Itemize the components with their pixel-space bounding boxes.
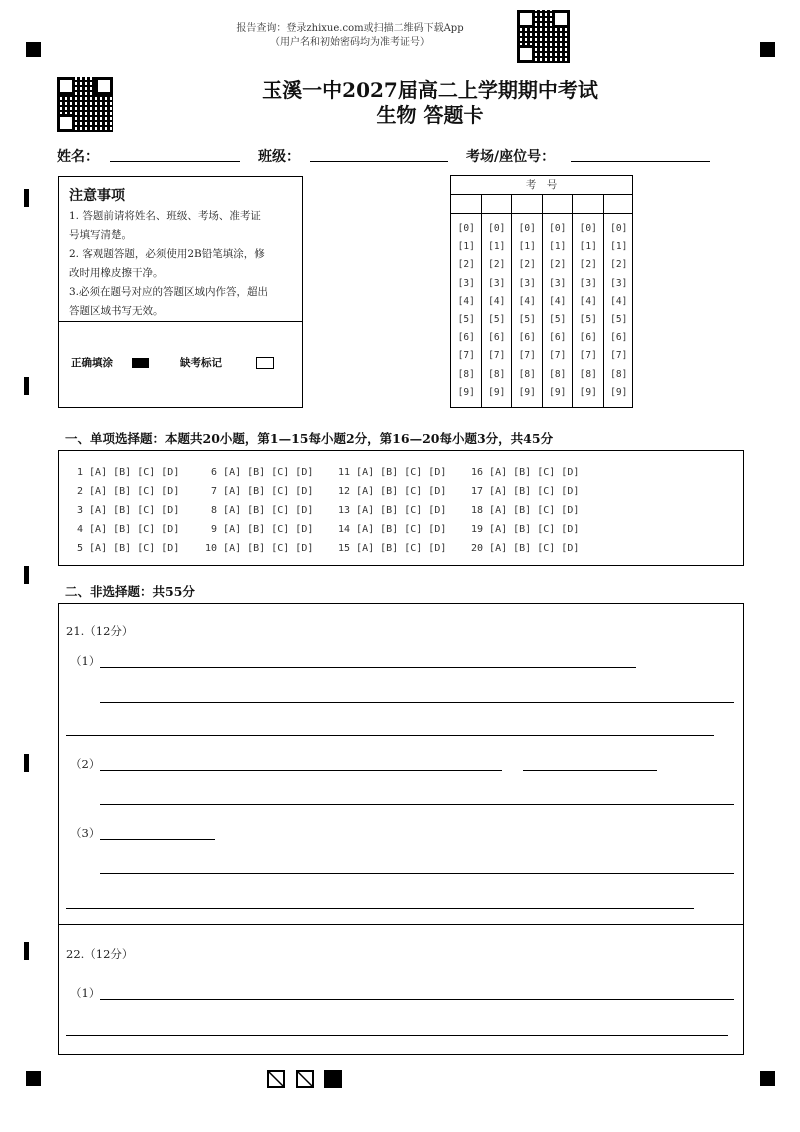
exam-id-digit-bubble[interactable]: [0] bbox=[579, 223, 597, 234]
registration-mark-bottom-left bbox=[26, 1071, 41, 1086]
notes-line: 号填写清楚。 bbox=[69, 229, 132, 241]
q21-label: 21.（12分） bbox=[66, 624, 134, 638]
exam-id-digit-bubble[interactable]: [7] bbox=[579, 350, 597, 362]
exam-id-header: 考 号 bbox=[525, 179, 558, 191]
q21-q22-divider bbox=[59, 924, 743, 925]
mc-question-row[interactable]: 4 [A] [B] [C] [D] bbox=[77, 524, 180, 535]
mc-column-4 bbox=[471, 463, 579, 558]
exam-id-digit-bubble[interactable]: [6] bbox=[488, 332, 506, 344]
exam-id-digit-bubble[interactable]: [1] bbox=[579, 241, 597, 253]
absent-mark-box[interactable] bbox=[256, 357, 274, 369]
exam-id-digit-bubble[interactable]: [9] bbox=[457, 386, 475, 398]
section2-box bbox=[58, 603, 744, 1055]
exam-id-digit-bubble[interactable]: [0] bbox=[457, 223, 475, 234]
exam-id-digit-bubble[interactable]: [5] bbox=[579, 314, 597, 326]
exam-id-digit-bubble[interactable]: [5] bbox=[457, 314, 475, 326]
exam-id-digit-bubble[interactable]: [3] bbox=[457, 277, 475, 289]
report-line-1: 报告查询：登录zhixue.com或扫描二维码下载App bbox=[236, 23, 464, 34]
mc-question-row[interactable]: 14 [A] [B] [C] [D] bbox=[338, 524, 447, 535]
exam-id-digit-bubble[interactable]: [0] bbox=[518, 223, 536, 234]
exam-id-grid bbox=[450, 175, 633, 408]
exam-id-digit-bubble[interactable]: [9] bbox=[610, 386, 628, 398]
registration-mark-top-right bbox=[760, 42, 775, 57]
q21-part3-answer-line[interactable] bbox=[100, 839, 215, 840]
section1-title: 一、单项选择题：本题共20小题，第1—15每小题2分，第16—20每小题3分，共45分 bbox=[65, 431, 554, 446]
q21-part3-answer-line[interactable] bbox=[66, 908, 694, 909]
notes-line: 改时用橡皮擦干净。 bbox=[69, 267, 164, 279]
exam-subtitle: 生物 答题卡 bbox=[376, 103, 484, 127]
mc-question-row[interactable]: 16 [A] [B] [C] [D] bbox=[471, 467, 580, 478]
exam-id-digit-bubble[interactable]: [8] bbox=[610, 368, 628, 380]
notes-list bbox=[69, 207, 297, 321]
exam-id-digit-bubble[interactable]: [1] bbox=[610, 241, 628, 253]
notes-line: 1. 答题前请将姓名、班级、考场、准考证 bbox=[69, 210, 261, 222]
mc-question-row[interactable]: 7 [A] [B] [C] [D] bbox=[211, 486, 314, 497]
exam-id-digit-bubble[interactable]: [1] bbox=[549, 241, 567, 253]
exam-id-digit-bubble[interactable]: [8] bbox=[579, 368, 597, 380]
mc-column-2 bbox=[205, 463, 313, 558]
exam-id-digit-bubble[interactable]: [4] bbox=[610, 295, 628, 307]
q21-part1-label: （1） bbox=[70, 654, 101, 668]
mc-question-row[interactable]: 17 [A] [B] [C] [D] bbox=[471, 486, 580, 497]
mc-question-row[interactable]: 11 [A] [B] [C] [D] bbox=[338, 467, 447, 478]
page-mark-crossed-box bbox=[267, 1070, 285, 1088]
correct-fill-label: 正确填涂 bbox=[71, 357, 113, 369]
exam-id-digit-bubble[interactable]: [7] bbox=[610, 350, 628, 362]
notes-box bbox=[58, 176, 303, 408]
exam-id-digit-bubble[interactable]: [2] bbox=[488, 259, 506, 271]
mc-question-row[interactable]: 3 [A] [B] [C] [D] bbox=[77, 505, 180, 516]
exam-id-digit-bubble[interactable]: [2] bbox=[457, 259, 475, 271]
exam-id-digit-column bbox=[573, 220, 604, 402]
app-qr-code bbox=[517, 10, 570, 63]
timing-mark bbox=[24, 566, 29, 584]
exam-id-digit-bubble[interactable]: [3] bbox=[488, 277, 506, 289]
exam-id-digit-bubble[interactable]: [8] bbox=[488, 368, 506, 380]
student-qr-code bbox=[57, 77, 113, 132]
class-label: 班级： bbox=[258, 149, 300, 165]
mc-question-row[interactable]: 2 [A] [B] [C] [D] bbox=[77, 486, 180, 497]
exam-id-digit-bubble[interactable]: [0] bbox=[549, 223, 567, 234]
exam-id-digit-bubble[interactable]: [3] bbox=[579, 277, 597, 289]
report-line-2: （用户名和初始密码均为准考证号） bbox=[270, 37, 430, 48]
class-field[interactable] bbox=[310, 161, 448, 162]
absent-mark-label: 缺考标记 bbox=[180, 357, 222, 369]
registration-mark-top-left bbox=[26, 42, 41, 57]
notes-line: 2. 客观题答题，必须使用2B铅笔填涂，修 bbox=[69, 248, 265, 260]
report-query-note bbox=[200, 22, 500, 50]
q21-part2-answer-line[interactable] bbox=[523, 770, 657, 771]
exam-id-digit-bubble[interactable]: [7] bbox=[518, 350, 536, 362]
exam-id-digit-bubble[interactable]: [6] bbox=[549, 332, 567, 344]
exam-id-digit-bubble[interactable]: [5] bbox=[549, 314, 567, 326]
exam-id-digit-bubble[interactable]: [1] bbox=[457, 241, 475, 253]
correct-fill-sample bbox=[132, 358, 149, 368]
mc-question-row[interactable]: 8 [A] [B] [C] [D] bbox=[211, 505, 314, 516]
q21-part1-answer-line[interactable] bbox=[100, 702, 734, 703]
exam-id-digit-bubble[interactable]: [8] bbox=[549, 368, 567, 380]
mc-question-row[interactable]: 12 [A] [B] [C] [D] bbox=[338, 486, 447, 497]
mc-question-row[interactable]: 15 [A] [B] [C] [D] bbox=[338, 543, 447, 554]
mc-question-row[interactable]: 10 [A] [B] [C] [D] bbox=[205, 543, 314, 554]
room-seat-field[interactable] bbox=[571, 161, 710, 162]
q21-part2-answer-line[interactable] bbox=[100, 770, 502, 771]
page-mark-filled-box bbox=[324, 1070, 342, 1088]
mc-question-row[interactable]: 9 [A] [B] [C] [D] bbox=[211, 524, 314, 535]
exam-id-digit-bubble[interactable]: [3] bbox=[610, 277, 628, 289]
notes-divider bbox=[59, 321, 302, 322]
exam-id-digit-bubble[interactable]: [9] bbox=[579, 386, 597, 398]
exam-id-digit-bubble[interactable]: [1] bbox=[518, 241, 536, 253]
exam-id-digit-bubble[interactable]: [0] bbox=[610, 223, 628, 234]
exam-id-digit-column bbox=[604, 220, 635, 402]
q22-part1-answer-line[interactable] bbox=[100, 999, 734, 1000]
timing-mark bbox=[24, 942, 29, 960]
q21-part1-answer-line[interactable] bbox=[100, 667, 636, 668]
exam-title: 玉溪一中2027届高二上学期期中考试 bbox=[262, 78, 598, 102]
exam-id-digit-bubble[interactable]: [2] bbox=[579, 259, 597, 271]
notes-line: 答题区域书写无效。 bbox=[69, 305, 164, 317]
exam-id-digit-bubble[interactable]: [5] bbox=[518, 314, 536, 326]
exam-id-digit-bubble[interactable]: [3] bbox=[518, 277, 536, 289]
exam-id-digit-bubble[interactable]: [4] bbox=[518, 295, 536, 307]
notes-title: 注意事项 bbox=[69, 188, 125, 204]
q21-part2-label: （2） bbox=[70, 757, 101, 771]
name-field[interactable] bbox=[110, 161, 240, 162]
exam-id-digit-bubble[interactable]: [3] bbox=[549, 277, 567, 289]
exam-id-digit-bubble[interactable]: [6] bbox=[518, 332, 536, 344]
mc-column-3 bbox=[338, 463, 446, 558]
mc-question-row[interactable]: 18 [A] [B] [C] [D] bbox=[471, 505, 580, 516]
timing-mark bbox=[24, 754, 29, 772]
exam-id-digit-bubble[interactable]: [2] bbox=[610, 259, 628, 271]
timing-mark bbox=[24, 377, 29, 395]
section1-box bbox=[58, 450, 744, 566]
room-seat-label: 考场/座位号： bbox=[466, 149, 556, 165]
title-block bbox=[230, 78, 630, 128]
mc-question-row[interactable]: 5 [A] [B] [C] [D] bbox=[77, 543, 180, 554]
exam-id-digit-column bbox=[512, 220, 543, 402]
mc-question-row[interactable]: 6 [A] [B] [C] [D] bbox=[211, 467, 314, 478]
mc-question-row[interactable]: 1 [A] [B] [C] [D] bbox=[77, 467, 180, 478]
exam-id-digit-bubble[interactable]: [9] bbox=[549, 386, 567, 398]
notes-line: 3.必须在题号对应的答题区域内作答，超出 bbox=[69, 286, 269, 298]
exam-id-digit-bubble[interactable]: [0] bbox=[488, 223, 506, 234]
exam-id-digit-bubble[interactable]: [5] bbox=[488, 314, 506, 326]
q22-label: 22.（12分） bbox=[66, 947, 134, 961]
exam-id-digit-bubble[interactable]: [4] bbox=[549, 295, 567, 307]
exam-id-digit-bubble[interactable]: [8] bbox=[457, 368, 475, 380]
exam-id-digit-bubble[interactable]: [7] bbox=[457, 350, 475, 362]
q21-part3-label: （3） bbox=[70, 826, 101, 840]
exam-id-digit-bubble[interactable]: [5] bbox=[610, 314, 628, 326]
q21-part3-answer-line[interactable] bbox=[100, 873, 734, 874]
registration-mark-bottom-right bbox=[760, 1071, 775, 1086]
mc-question-row[interactable]: 19 [A] [B] [C] [D] bbox=[471, 524, 580, 535]
exam-id-digit-bubble[interactable]: [4] bbox=[457, 295, 475, 307]
exam-id-digit-bubble[interactable]: [8] bbox=[518, 368, 536, 380]
exam-id-digit-bubble[interactable]: [9] bbox=[518, 386, 536, 398]
exam-id-digit-bubble[interactable]: [6] bbox=[457, 332, 475, 344]
q21-part1-answer-line[interactable] bbox=[66, 735, 714, 736]
exam-id-digit-bubble[interactable]: [1] bbox=[488, 241, 506, 253]
name-label: 姓名： bbox=[57, 149, 99, 165]
mc-question-row[interactable]: 20 [A] [B] [C] [D] bbox=[471, 543, 580, 554]
mc-column-1 bbox=[77, 463, 179, 558]
page-mark-crossed-box bbox=[296, 1070, 314, 1088]
exam-id-digit-bubble[interactable]: [2] bbox=[549, 259, 567, 271]
exam-id-digit-column bbox=[451, 220, 482, 402]
exam-id-digit-bubble[interactable]: [9] bbox=[488, 386, 506, 398]
exam-id-digit-column bbox=[482, 220, 513, 402]
exam-id-digit-bubble[interactable]: [4] bbox=[579, 295, 597, 307]
exam-id-digit-bubble[interactable]: [7] bbox=[488, 350, 506, 362]
q22-part1-answer-line[interactable] bbox=[66, 1035, 728, 1036]
exam-id-digit-bubble[interactable]: [7] bbox=[549, 350, 567, 362]
timing-mark bbox=[24, 189, 29, 207]
mc-question-row[interactable]: 13 [A] [B] [C] [D] bbox=[338, 505, 447, 516]
exam-id-digit-column bbox=[543, 220, 574, 402]
exam-id-digit-bubble[interactable]: [6] bbox=[579, 332, 597, 344]
exam-id-digit-bubble[interactable]: [6] bbox=[610, 332, 628, 344]
exam-id-digit-bubble[interactable]: [2] bbox=[518, 259, 536, 271]
q22-part1-label: （1） bbox=[70, 986, 101, 1000]
section2-title: 二、非选择题：共55分 bbox=[65, 584, 195, 599]
q21-part2-answer-line[interactable] bbox=[100, 804, 734, 805]
exam-id-digit-bubble[interactable]: [4] bbox=[488, 295, 506, 307]
